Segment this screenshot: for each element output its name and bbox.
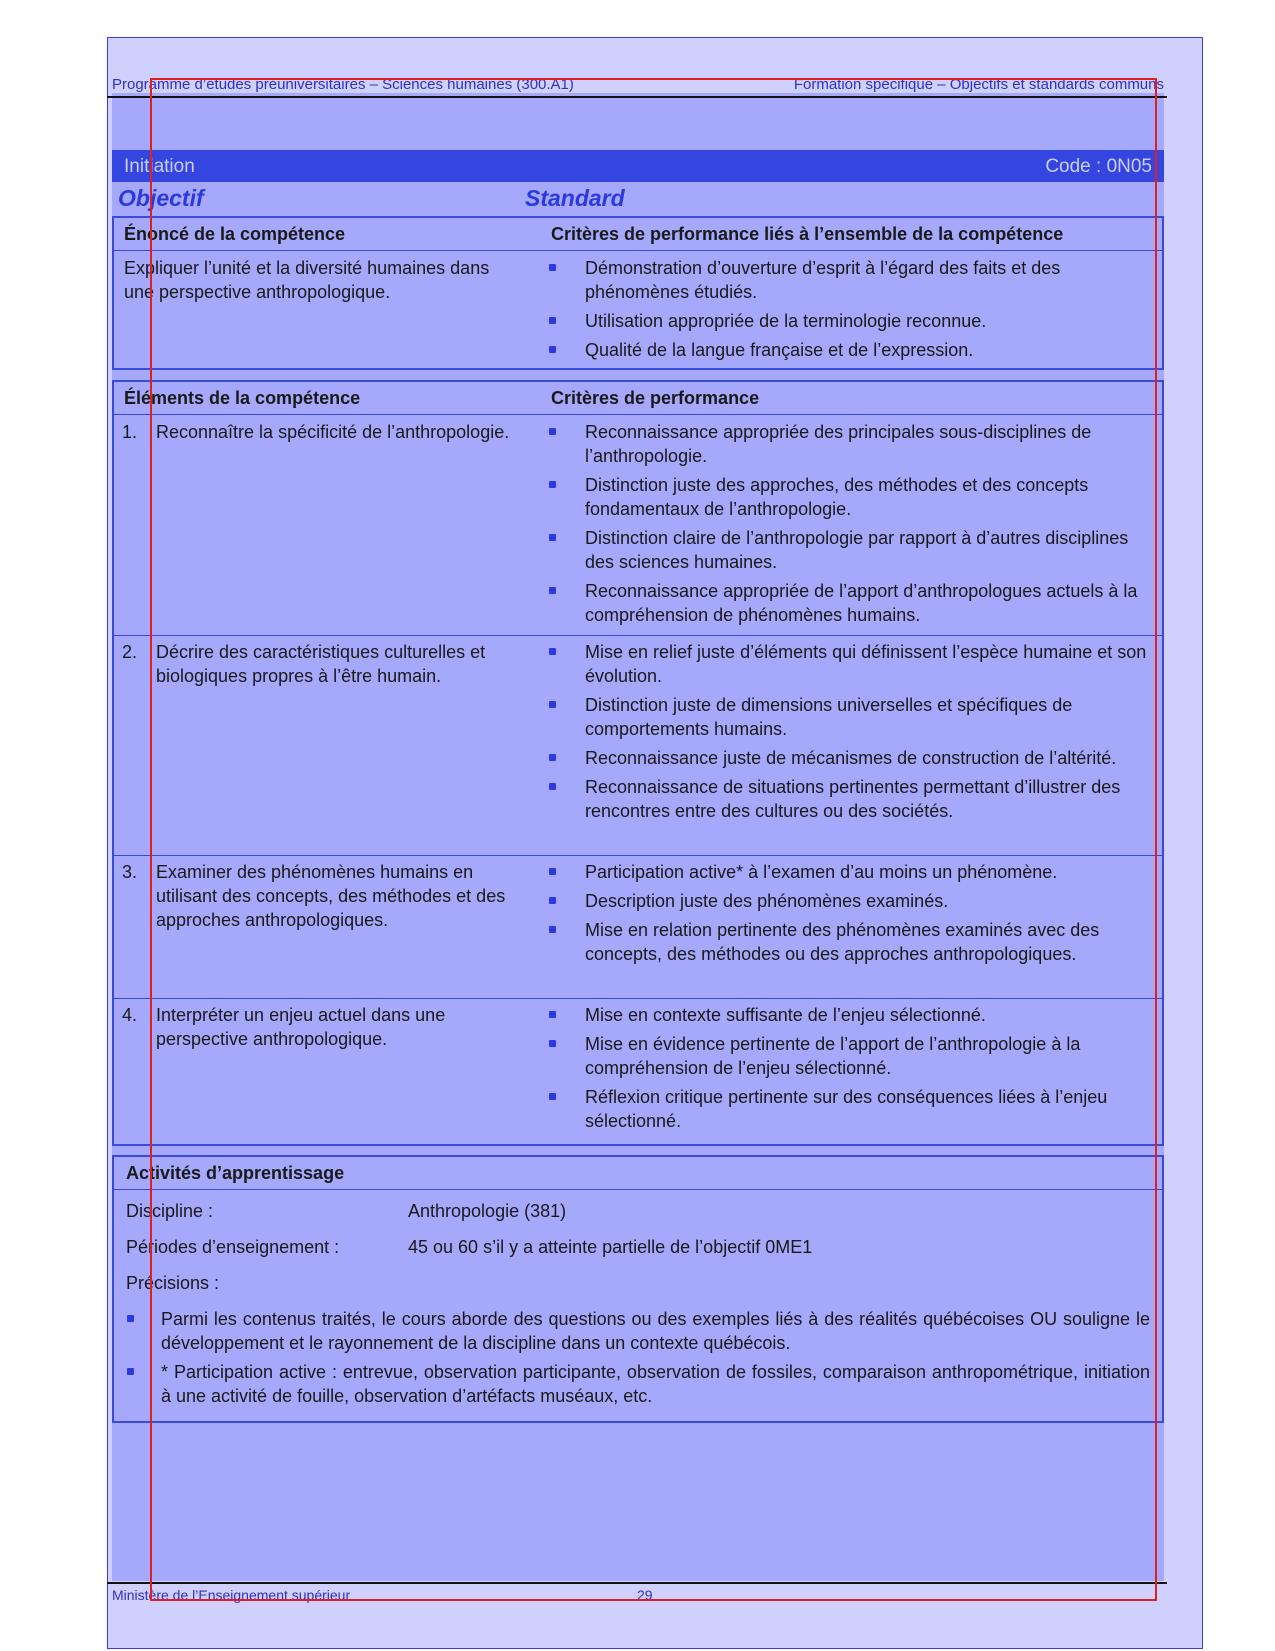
list-item: Reconnaissance de situations pertinentes permettant d’illustrer des rencontres entre des cultures ou des sociétés. xyxy=(548,775,1152,823)
course-title: Initiation xyxy=(124,156,195,177)
element-number: 2. xyxy=(122,642,138,662)
header-section: Formation spécifique – Objectifs et standards communs xyxy=(793,76,1164,93)
running-footer xyxy=(112,1587,672,1605)
list-item: Mise en contexte suffisante de l’enjeu sélectionné. xyxy=(548,1003,1152,1027)
list-item: Distinction juste de dimensions universelles et spécifiques de comportements humains. xyxy=(548,693,1152,741)
element-criteria xyxy=(548,420,1152,632)
list-item: Distinction claire de l’anthropologie par rapport à d’autres disciplines des sciences humaines. xyxy=(548,526,1152,574)
element-text: Examiner des phénomènes humains en utilisant des concepts, des méthodes et des approches anthropologiques. xyxy=(156,862,506,930)
list-item: Démonstration d’ouverture d’esprit à l’égard des faits et des phénomènes étudiés. xyxy=(548,256,1152,304)
list-item: Qualité de la langue française et de l’expression. xyxy=(548,338,1152,362)
title-bar xyxy=(112,150,1164,182)
competence-head xyxy=(114,218,1162,251)
element-row-3 xyxy=(114,855,1162,999)
list-item: Mise en relief juste d’éléments qui définissent l’espèce humaine et son évolution. xyxy=(548,640,1152,688)
elements-head xyxy=(114,382,1162,415)
element-number: 4. xyxy=(122,1005,138,1025)
periods-label: Périodes d’enseignement : xyxy=(126,1237,340,1257)
element-number: 3. xyxy=(122,862,138,882)
list-item: Reconnaissance appropriée de l’apport d’anthropologues actuels à la compréhension de phénomènes humains. xyxy=(548,579,1152,627)
running-header xyxy=(112,76,1164,96)
list-item: Parmi les contenus traités, le cours aborde des questions ou des exemples liés à des réalités québécoises OU souligne le développement et le rayonnement de la discipline dans un contexte québécois. xyxy=(126,1307,1150,1355)
elements-box xyxy=(112,380,1164,1146)
section-headings xyxy=(112,185,1164,215)
element-row-4 xyxy=(114,998,1162,1144)
periods-row xyxy=(126,1235,1150,1259)
list-item: Utilisation appropriée de la terminologie reconnue. xyxy=(548,309,1152,333)
footer-ministry: Ministère de l’Enseignement supérieur xyxy=(112,1587,351,1603)
objectif-heading: Objectif xyxy=(118,185,204,211)
element-row-1 xyxy=(114,415,1162,636)
list-item: Réflexion critique pertinente sur des conséquences liées à l’enjeu sélectionné. xyxy=(548,1085,1152,1133)
competence-box xyxy=(112,216,1164,370)
header-divider xyxy=(107,96,1167,98)
list-item: Description juste des phénomènes examinés. xyxy=(548,889,1152,913)
discipline-label: Discipline : xyxy=(126,1201,214,1221)
list-item: Mise en relation pertinente des phénomènes examinés avec des concepts, des méthodes ou des approches anthropologiques. xyxy=(548,918,1152,966)
element-text: Décrire des caractéristiques culturelles et biologiques propres à l’être humain. xyxy=(156,642,486,686)
list-item: * Participation active : entrevue, observation participante, observation de fossiles, comparaison anthropométrique, initiation à une activité de fouille, observation d’artéfacts muséaux, etc. xyxy=(126,1360,1150,1408)
header-program: Programme d’études préuniversitaires – Sciences humaines (300.A1) xyxy=(112,76,574,93)
list-item: Reconnaissance juste de mécanismes de construction de l’altérité. xyxy=(548,746,1152,770)
element-row-2 xyxy=(114,635,1162,856)
list-item: Participation active* à l’examen d’au moins un phénomène. xyxy=(548,860,1152,884)
precisions-label: Précisions : xyxy=(126,1273,220,1293)
competence-criteria xyxy=(548,256,1152,367)
competence-head-left: Énoncé de la compétence xyxy=(124,224,346,244)
periods-value: 45 ou 60 s’il y a atteinte partielle de l’objectif 0ME1 xyxy=(408,1237,813,1257)
element-criteria xyxy=(548,1003,1152,1138)
competence-head-right: Critères de performance liés à l’ensemble de la compétence xyxy=(551,224,1064,244)
code-value: 0N05 xyxy=(1106,156,1152,177)
activities-box xyxy=(112,1155,1164,1423)
standard-heading: Standard xyxy=(525,185,625,211)
competence-statement: Expliquer l’unité et la diversité humaines dans une perspective anthropologique. xyxy=(124,258,490,302)
discipline-value: Anthropologie (381) xyxy=(408,1201,567,1221)
element-number: 1. xyxy=(122,422,138,442)
element-text: Interpréter un enjeu actuel dans une perspective anthropologique. xyxy=(156,1005,446,1049)
page-number: 29 xyxy=(637,1587,653,1603)
precisions-list xyxy=(126,1307,1150,1413)
list-item: Reconnaissance appropriée des principales sous-disciplines de l’anthropologie. xyxy=(548,420,1152,468)
discipline-row xyxy=(126,1199,1150,1223)
list-item: Mise en évidence pertinente de l’apport de l’anthropologie à la compréhension de l’enjeu sélectionné. xyxy=(548,1032,1152,1080)
element-text: Reconnaître la spécificité de l’anthropologie. xyxy=(156,422,510,442)
elements-head-left: Éléments de la compétence xyxy=(124,388,361,408)
element-criteria xyxy=(548,860,1152,971)
activities-title: Activités d’apprentissage xyxy=(126,1163,345,1183)
elements-head-right: Critères de performance xyxy=(551,388,760,408)
element-criteria xyxy=(548,640,1152,828)
activities-head xyxy=(114,1157,1162,1190)
footer-divider xyxy=(107,1582,1167,1584)
course-code xyxy=(1045,156,1152,178)
code-label: Code : xyxy=(1045,156,1102,177)
list-item: Distinction juste des approches, des méthodes et des concepts fondamentaux de l’anthropologie. xyxy=(548,473,1152,521)
